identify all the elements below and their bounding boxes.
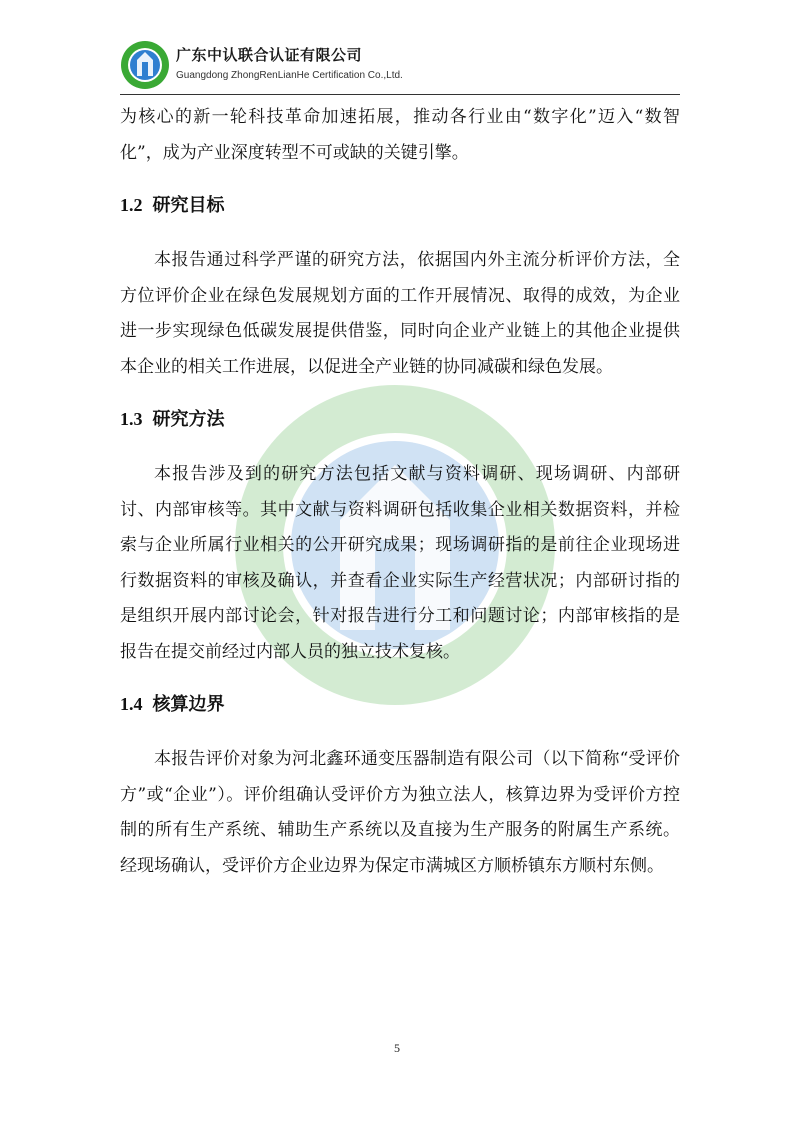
section-number: 1.4 xyxy=(120,694,143,714)
section-paragraph: 本报告通过科学严谨的研究方法，依据国内外主流分析评价方法，全方位评价企业在绿色发展规划方面的工作开展情况、取得的成效，为企业进一步实现绿色低碳发展提供借鉴，同时向企业产业链上的其他企业提供本企业的相关工作进展，以促进全产业链的协同减碳和绿色发展。 xyxy=(120,250,680,377)
company-logo-icon xyxy=(120,40,170,90)
company-name-en: Guangdong ZhongRenLianHe Certification Co.,Ltd. xyxy=(176,70,403,81)
section-title: 研究方法 xyxy=(152,409,225,430)
section-title: 研究目标 xyxy=(152,195,225,216)
section-heading xyxy=(120,401,680,437)
page-number: 5 xyxy=(394,1041,400,1055)
section-heading xyxy=(120,686,680,722)
section-paragraph: 本报告评价对象为河北鑫环通变压器制造有限公司（以下简称“受评价方”或“企业”）。评价组确认受评价方为独立法人，核算边界为受评价方控制的所有生产系统、辅助生产系统以及直接为生产服务的附属生产系统。经现场确认，受评价方企业边界为保定市满城区方顺桥镇东方顺村东侧。 xyxy=(120,749,680,876)
section-title: 核算边界 xyxy=(152,694,225,715)
document-body xyxy=(120,100,680,884)
section-heading xyxy=(120,187,680,223)
page-header xyxy=(120,38,680,94)
header-divider xyxy=(120,94,680,95)
section-paragraph: 本报告涉及到的研究方法包括文献与资料调研、现场调研、内部研讨、内部审核等。其中文献与资料调研包括收集企业相关数据资料，并检索与企业所属行业相关的公开研究成果；现场调研指的是前往企业现场进行数据资料的审核及确认，并查看企业实际生产经营状况；内部研讨指的是组织开展内部讨论会，针对报告进行分工和问题讨论；内部审核指的是报告在提交前经过内部人员的独立技术复核。 xyxy=(120,464,680,662)
section-number: 1.2 xyxy=(120,195,143,215)
section-number: 1.3 xyxy=(120,409,143,429)
company-name-cn: 广东中认联合认证有限公司 xyxy=(176,46,363,64)
intro-continuation: 为核心的新一轮科技革命加速拓展，推动各行业由“数字化”迈入“数智化”，成为产业深度转型不可或缺的关键引擎。 xyxy=(120,107,680,163)
